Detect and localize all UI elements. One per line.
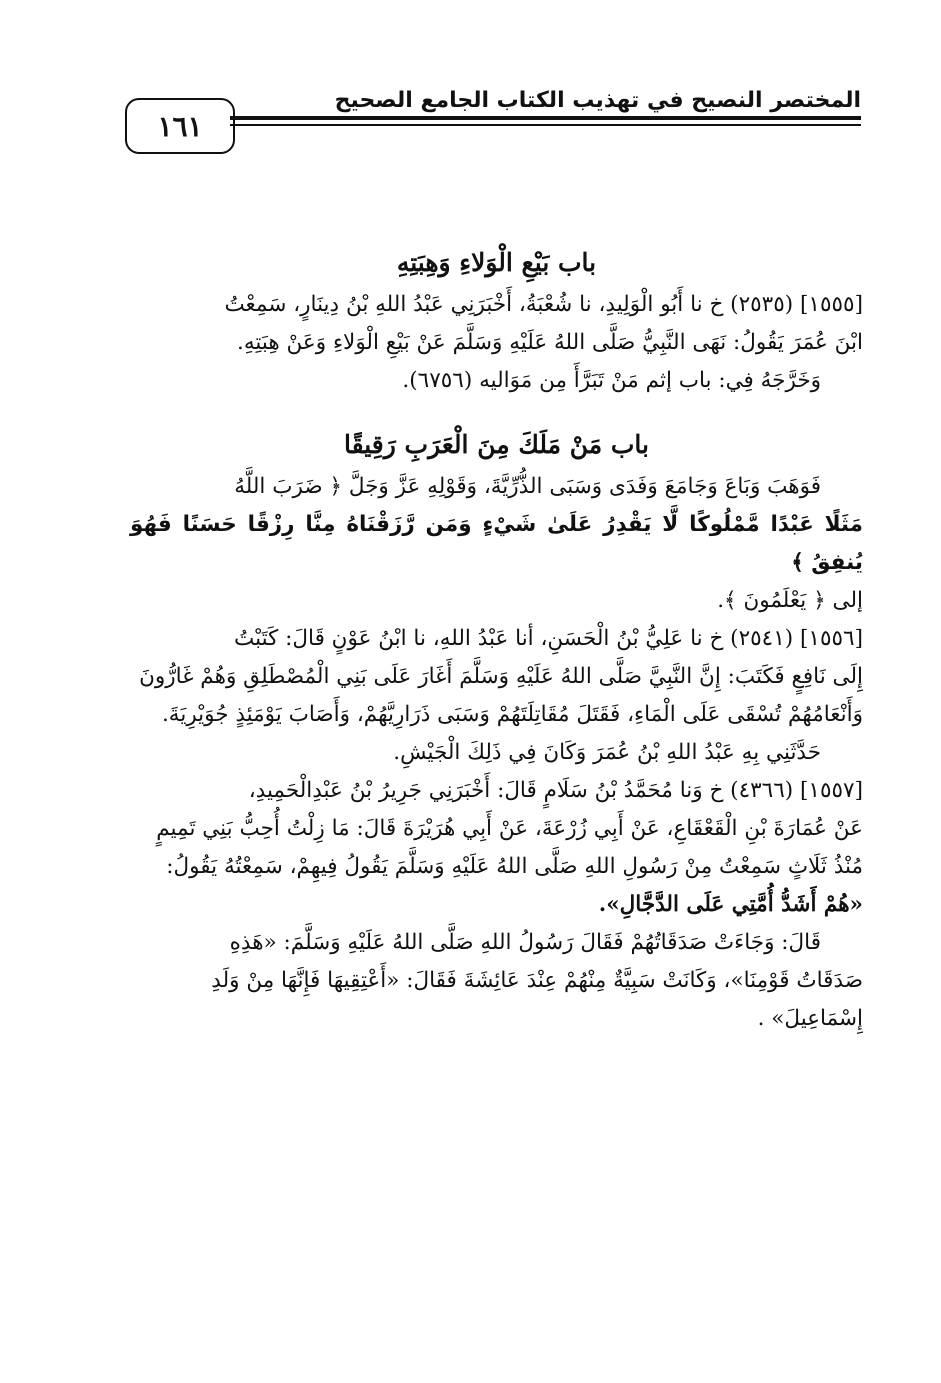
hadith-1557-line-6: صَدَقَاتُ قَوْمِنَا»، وَكَانَتْ سَبِيَّةٌ مِنْهُمْ عِنْدَ عَائِشَةَ فَقَالَ: «أَعْتِقِيهَا فَإِنَّهَا مِنْ وَلَدِ [211, 968, 863, 993]
hadith-1556-line-2: إِلَى نَافِعٍ فَكَتَبَ: إِنَّ النَّبِيَّ صَلَّى اللهُ عَلَيْهِ وَسَلَّمَ أَغَارَ عَلَى بَنِي الْمُصْطَلِقِ وَهُمْ غَارُّونَ [139, 664, 863, 689]
hadith-1557-quote: «هُمْ أَشَدُّ أُمَّتِي عَلَى الدَّجَّالِ». [598, 892, 863, 917]
hadith-1556-line-3: وَأَنْعَامُهُمْ تُسْقَى عَلَى الْمَاءِ، فَقَتَلَ مُقَاتِلَتَهُمْ وَسَبَى ذَرَارِيَّهُمْ، وَأَصَابَ يَوْمَئِذٍ جُوَيْرِيَةَ. [161, 702, 863, 727]
header-rule-thin [230, 124, 861, 126]
book-title: المختصر النصيح في تهذيب الكتاب الجامع الصحيح [334, 88, 861, 113]
chapter-heading-bay-al-wala: باب بَيْعِ الْوَلاءِ وَهِبَتِهِ [396, 248, 597, 277]
hadith-1555-takhrij: وَخَرَّجَهُ فِي: باب إثم مَنْ تَبَرَّأَ مِن مَوَاليه (٦٧٥٦). [402, 368, 821, 393]
hadith-1555-line-1: [١٥٥٥] (٢٥٣٥) خ نا أَبُو الْوَلِيدِ، نا شُعْبَةُ، أَخْبَرَنِي عَبْدُ اللهِ بْنُ دِينَارٍ، سَمِعْتُ [224, 292, 863, 317]
hadith-1557-line-7: إِسْمَاعِيلَ» . [757, 1006, 863, 1031]
hadith-1557-line-3: مُنْذُ ثَلَاثٍ سَمِعْتُ مِنْ رَسُولِ اللهِ صَلَّى اللهُ عَلَيْهِ وَسَلَّمَ يَقُولُ فِيهِمْ، سَمِعْتُهُ يَقُولُ: [166, 854, 863, 879]
page-number: ١٦١ [125, 98, 235, 154]
header-rule-thick [230, 116, 861, 120]
section-gap [130, 400, 863, 422]
quran-verse-line: مَثَلًا عَبْدًا مَّمْلُوكًا لَّا يَقْدِرُ عَلَىٰ شَيْءٍ وَمَن رَّزَقْنَاهُ مِنَّا رِزْقًا حَسَنًا فَهُوَ يُنفِقُ ﴾ [130, 512, 863, 575]
hadith-1557-line-5: قَالَ: وَجَاءَتْ صَدَقَاتُهُمْ فَقَالَ رَسُولُ اللهِ صَلَّى اللهُ عَلَيْهِ وَسَلَّمَ: «هَذِهِ [229, 930, 821, 955]
chapter-intro-line-1: فَوَهَبَ وَبَاعَ وَجَامَعَ وَفَدَى وَسَبَى الذُّرِّيَّةَ، وَقَوْلِهِ عَزَّ وَجَلَّ ﴿ ضَرَبَ اللَّهُ [234, 474, 821, 499]
hadith-1556-line-1: [١٥٥٦] (٢٥٤١) خ نا عَلِيُّ بْنُ الْحَسَنِ، أنا عَبْدُ اللهِ، نا ابْنُ عَوْنٍ قَالَ: كَتَبْتُ [234, 626, 863, 651]
chapter-intro-line-3: إلى ﴿ يَعْلَمُونَ ﴾. [717, 588, 863, 613]
hadith-1556-line-4: حَدَّثَنِي بِهِ عَبْدُ اللهِ بْنُ عُمَرَ وَكَانَ فِي ذَلِكَ الْجَيْشِ. [393, 740, 821, 765]
page-body [130, 240, 863, 1038]
hadith-1555-line-2: ابْنَ عُمَرَ يَقُولُ: نَهَى النَّبِيُّ صَلَّى اللهُ عَلَيْهِ وَسَلَّمَ عَنْ بَيْعِ الْوَلاءِ وَعَنْ هِبَتِهِ. [237, 330, 863, 355]
hadith-1557-line-1: [١٥٥٧] (٤٣٦٦) خ وَنا مُحَمَّدُ بْنُ سَلَامٍ قَالَ: أَخْبَرَنِي جَرِيرُ بْنُ عَبْدِالْحَمِيدِ، [248, 778, 863, 803]
page-header [125, 78, 861, 158]
chapter-heading-man-malaka: باب مَنْ مَلَكَ مِنَ الْعَرَبِ رَقِيقًا [344, 430, 649, 459]
hadith-1557-line-2: عَنْ عُمَارَةَ بْنِ الْقَعْقَاعِ، عَنْ أَبِي زُرْعَةَ، عَنْ أَبِي هُرَيْرَةَ قَالَ: مَا زِلْتُ أُحِبُّ بَنِي تَمِيمٍ [156, 816, 863, 841]
